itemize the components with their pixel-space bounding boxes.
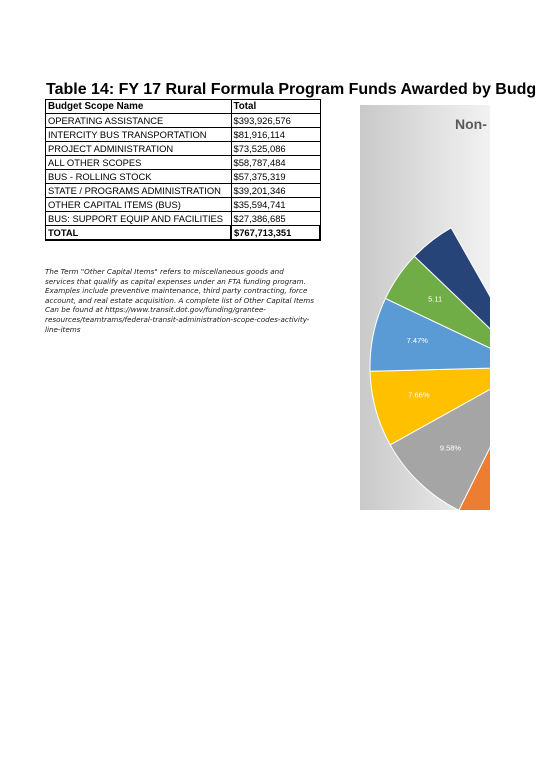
chart-title: Non-	[455, 116, 487, 132]
other-capital-items-note	[45, 267, 330, 334]
note-line: Can be found at https://www.transit.dot.gov/funding/grantee-	[45, 305, 266, 315]
note-line: services that qualify as capital expenses under an FTA funding program.	[45, 276, 306, 286]
total-cell: $58,787,484	[231, 156, 320, 170]
budget-scope-cell: INTERCITY BUS TRANSPORTATION	[46, 128, 232, 142]
total-cell: $393,926,576	[231, 114, 320, 128]
total-cell: $35,594,741	[231, 198, 320, 212]
pie-chart	[360, 105, 490, 510]
total-cell: $27,386,685	[231, 212, 320, 226]
budget-scope-cell: OTHER CAPITAL ITEMS (BUS)	[46, 198, 232, 212]
table-row	[46, 156, 321, 170]
table-row	[46, 170, 321, 184]
pie-slice-label: 9.58%	[439, 443, 462, 453]
budget-scope-cell: OPERATING ASSISTANCE	[46, 114, 232, 128]
budget-scope-cell: BUS - ROLLING STOCK	[46, 170, 232, 184]
note-line: resources/teamtrams/federal-transit-administration-scope-codes-activity-	[45, 314, 310, 324]
table-row	[46, 114, 321, 128]
pie-slice-label: 7.66%	[408, 390, 430, 400]
table-row	[46, 184, 321, 198]
total-label-cell: TOTAL	[46, 226, 232, 241]
budget-scope-cell: PROJECT ADMINISTRATION	[46, 142, 232, 156]
pie-chart-panel	[360, 105, 490, 510]
budget-scope-cell: STATE / PROGRAMS ADMINISTRATION	[46, 184, 232, 198]
total-cell: $57,375,319	[231, 170, 320, 184]
budget-scope-cell: ALL OTHER SCOPES	[46, 156, 232, 170]
table-row	[46, 142, 321, 156]
table-row	[46, 128, 321, 142]
pie-slice-label: 5.11	[428, 294, 443, 304]
budget-scope-cell: BUS: SUPPORT EQUIP AND FACILITIES	[46, 212, 232, 226]
column-header-scope: Budget Scope Name	[46, 100, 232, 114]
total-row	[46, 226, 321, 241]
funds-table	[45, 99, 321, 241]
page-title: Table 14: FY 17 Rural Formula Program Funds Awarded by Budg	[46, 81, 537, 98]
total-value-cell: $767,713,351	[231, 226, 320, 241]
table-row	[46, 212, 321, 226]
total-cell: $73,525,086	[231, 142, 320, 156]
note-line: account, and real estate acquisition. A complete list of Other Capital Items	[45, 295, 314, 305]
note-line: Examples include preventive maintenance, third party contracting, force	[45, 286, 308, 296]
table-row	[46, 198, 321, 212]
note-line: The Term "Other Capital Items" refers to miscellaneous goods and	[45, 267, 284, 276]
pie-slice-label: 7.47%	[406, 336, 428, 346]
note-line: line-items	[45, 324, 81, 334]
column-header-total: Total	[231, 100, 320, 114]
total-cell: $81,916,114	[231, 128, 320, 142]
table-header-row	[46, 100, 321, 114]
total-cell: $39,201,346	[231, 184, 320, 198]
